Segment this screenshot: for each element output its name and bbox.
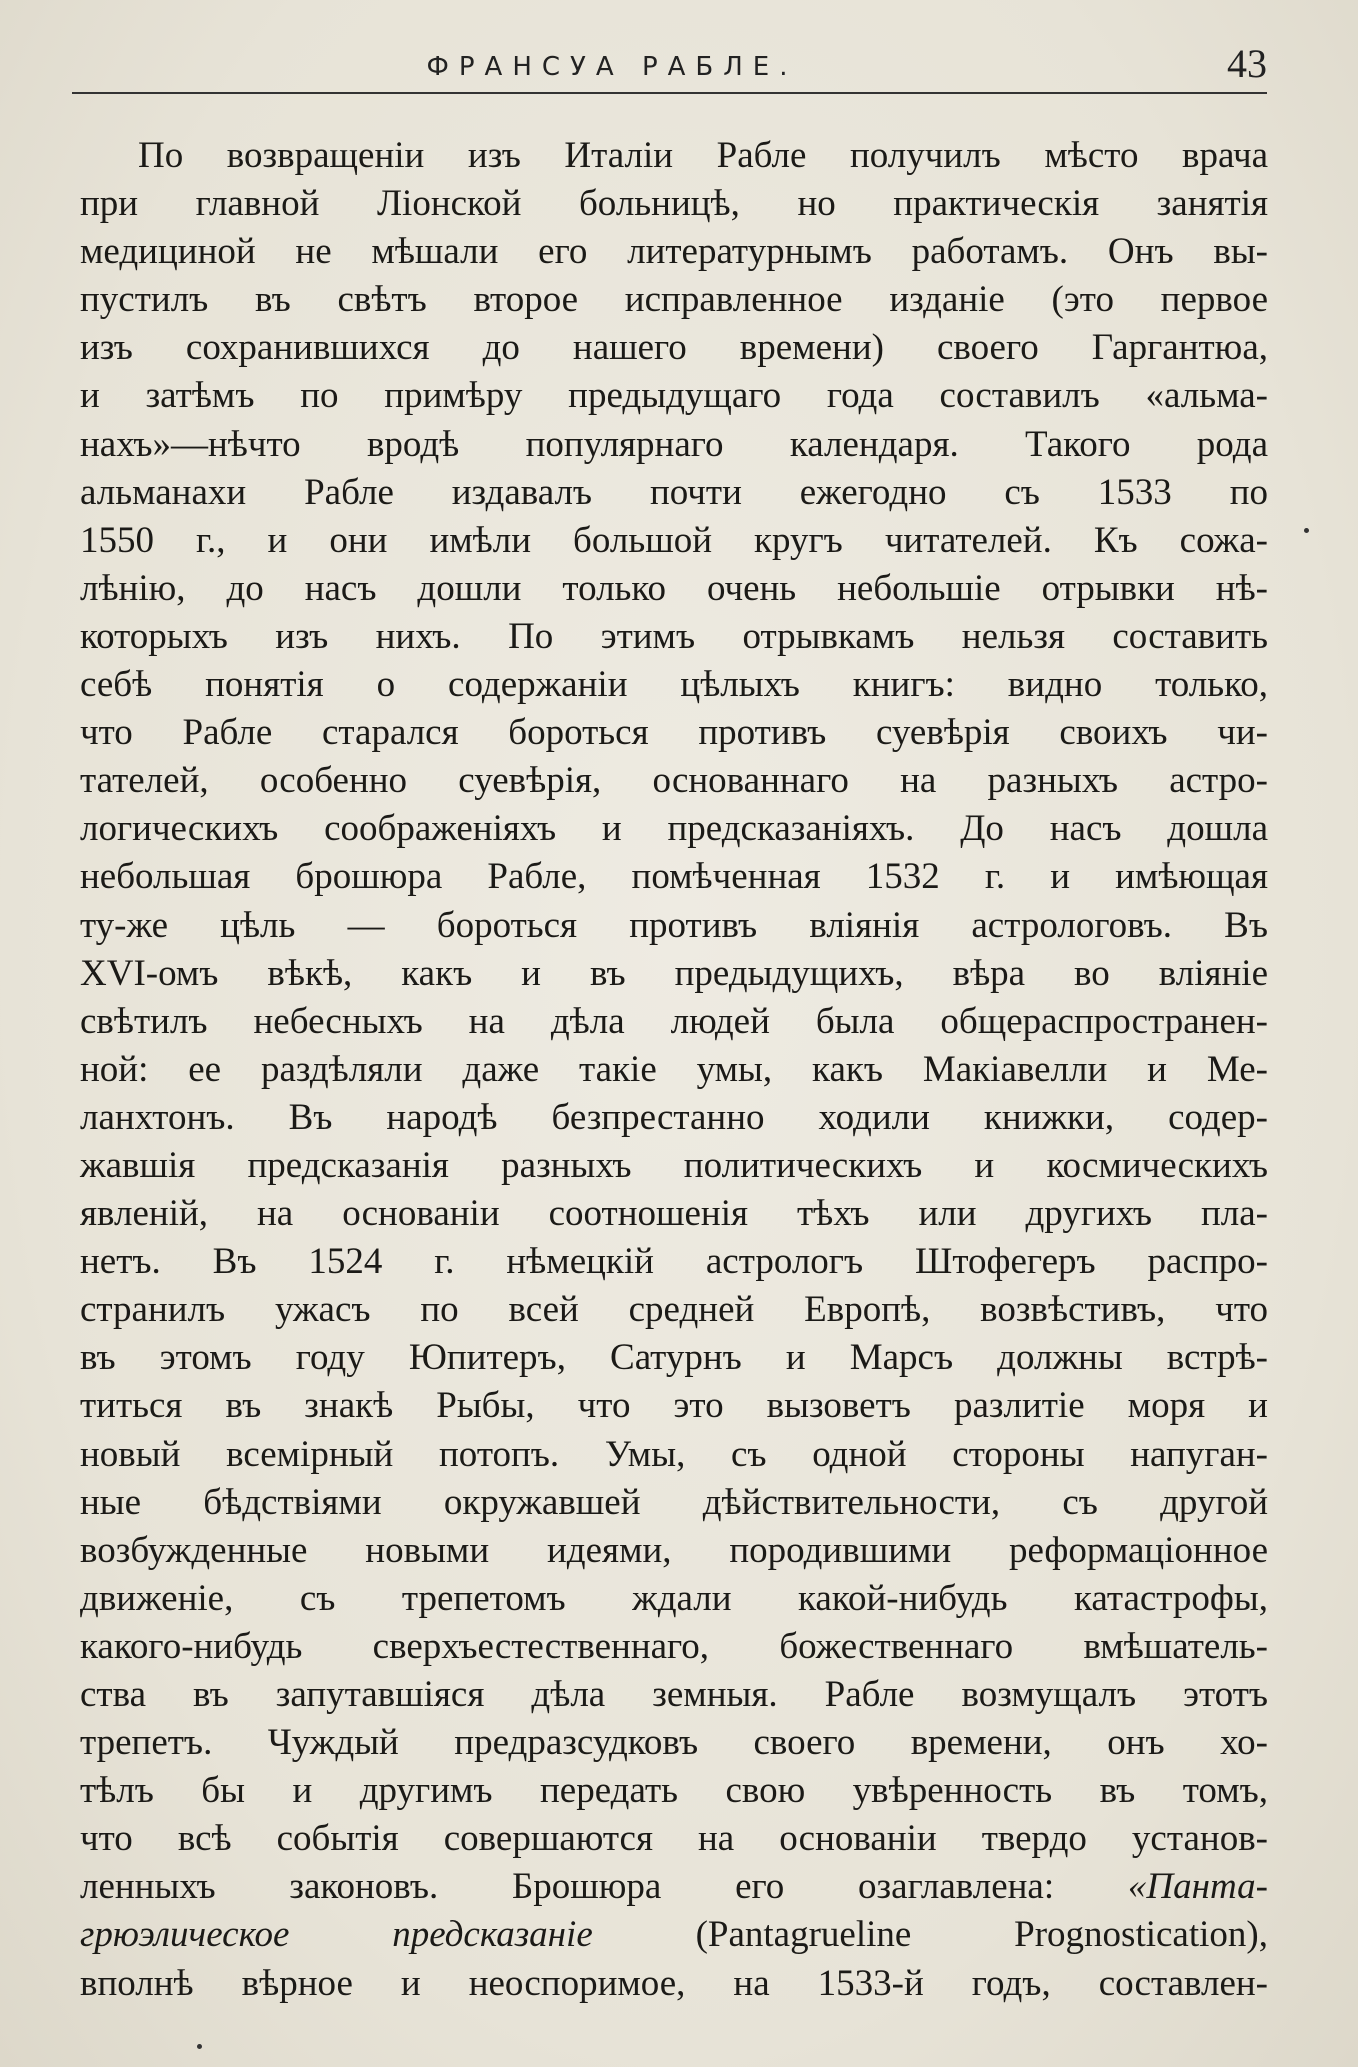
text-line: По возвращеніи изъ Италіи Рабле получилъ мѣсто врача xyxy=(138,135,1268,176)
text-line: жавшія предсказанія разныхъ политическихъ и космическихъ xyxy=(80,1144,1268,1186)
text-line xyxy=(80,1863,1268,1911)
text-line: въ этомъ году Юпитеръ, Сатурнъ и Марсъ должны встрѣ- xyxy=(80,1337,1268,1379)
text-line: изъ сохранившихся до нашего времени) своего Гаргантюа, xyxy=(80,327,1268,369)
text-line: какого-нибудь сверхъестественнаго, божественнаго вмѣшатель- xyxy=(80,1625,1268,1667)
text-line: явленій, на основаніи соотношенія тѣхъ или другихъ пла- xyxy=(80,1193,1268,1235)
print-speck xyxy=(1304,528,1309,533)
text-line: логическихъ соображеніяхъ и предсказаніяхъ. До насъ дошла xyxy=(80,808,1268,850)
body-text xyxy=(80,132,1268,2008)
text-line: что всѣ событія совершаются на основаніи твердо установ- xyxy=(80,1818,1268,1860)
text-line: ту-же цѣль — бороться противъ вліянія астрологовъ. Въ xyxy=(80,904,1268,946)
text-line: лѣнію, до насъ дошли только очень небольшіе отрывки нѣ- xyxy=(80,567,1268,609)
text-line: возбужденные новыми идеями, породившими реформаціонное xyxy=(80,1529,1268,1571)
text-line: свѣтилъ небесныхъ на дѣла людей была общераспространен- xyxy=(80,1000,1268,1042)
italic-title-end: грюэлическое предсказаніе xyxy=(80,1914,593,1956)
text-line-lead: ленныхъ законовъ. Брошюра его озаглавлена: xyxy=(80,1866,1055,1908)
text-line: при главной Ліонской больницѣ, но практическія занятія xyxy=(80,183,1268,225)
text-line: титься въ знакѣ Рыбы, что это вызоветъ разлитіе моря и xyxy=(80,1385,1268,1427)
text-line: вполнѣ вѣрное и неоспоримое, на 1533-й годъ, составлен- xyxy=(80,1962,1268,2004)
text-line: альманахи Рабле издавалъ почти ежегодно съ 1533 по xyxy=(80,471,1268,513)
text-line: новый всемірный потопъ. Умы, съ одной стороны напуган- xyxy=(80,1433,1268,1475)
text-line: 1550 г., и они имѣли большой кругъ читателей. Къ сожа- xyxy=(80,519,1268,561)
text-line: ной: ее раздѣляли даже такіе умы, какъ Макіавелли и Ме- xyxy=(80,1048,1268,1090)
text-line: которыхъ изъ нихъ. По этимъ отрывкамъ нельзя составить xyxy=(80,615,1268,657)
italic-title-start: «Панта- xyxy=(1127,1866,1268,1908)
print-speck xyxy=(197,2044,202,2049)
text-line: и затѣмъ по примѣру предыдущаго года составилъ «альма- xyxy=(80,375,1268,417)
text-line: ланхтонъ. Въ народѣ безпрестанно ходили книжки, содер- xyxy=(80,1096,1268,1138)
text-line: себѣ понятія о содержаніи цѣлыхъ книгъ: видно только, xyxy=(80,664,1268,706)
text-line: что Рабле старался бороться противъ суевѣрія своихъ чи- xyxy=(80,712,1268,754)
running-head xyxy=(72,40,1267,100)
running-title: ФРАНСУА РАБЛЕ. xyxy=(426,52,798,82)
page-number: 43 xyxy=(1227,41,1267,86)
text-line: медициной не мѣшали его литературнымъ работамъ. Онъ вы- xyxy=(80,231,1268,273)
text-line: тателей, особенно суевѣрія, основаннаго на разныхъ астро- xyxy=(80,760,1268,802)
text-line: ства въ запутавшіяся дѣла земныя. Рабле возмущалъ этотъ xyxy=(80,1674,1268,1715)
header-rule xyxy=(72,92,1267,94)
text-line: нахъ»—нѣчто вродѣ популярнаго календаря. Такого рода xyxy=(80,423,1268,465)
text-line: нетъ. Въ 1524 г. нѣмецкій астрологъ Штофегеръ распро- xyxy=(80,1241,1268,1283)
text-line: XVI-омъ вѣкѣ, какъ и въ предыдущихъ, вѣра во вліяніе xyxy=(80,952,1268,994)
text-line: ные бѣдствіями окружавшей дѣйствительности, съ другой xyxy=(80,1481,1268,1523)
text-line: странилъ ужасъ по всей средней Европѣ, возвѣстивъ, что xyxy=(80,1289,1268,1331)
text-line: пустилъ въ свѣтъ второе исправленное изданіе (это первое xyxy=(80,279,1268,321)
text-line xyxy=(80,1911,1268,1959)
text-line: тѣлъ бы и другимъ передать свою увѣренность въ томъ, xyxy=(80,1770,1268,1812)
text-line-tail: (Pantagrueline Prognostication), xyxy=(695,1914,1268,1956)
text-line: трепетъ. Чуждый предразсудковъ своего времени, онъ хо- xyxy=(80,1722,1268,1764)
text-line: движеніе, съ трепетомъ ждали какой-нибудь катастрофы, xyxy=(80,1577,1268,1619)
text-line: небольшая брошюра Рабле, помѣченная 1532 г. и имѣющая xyxy=(80,856,1268,898)
